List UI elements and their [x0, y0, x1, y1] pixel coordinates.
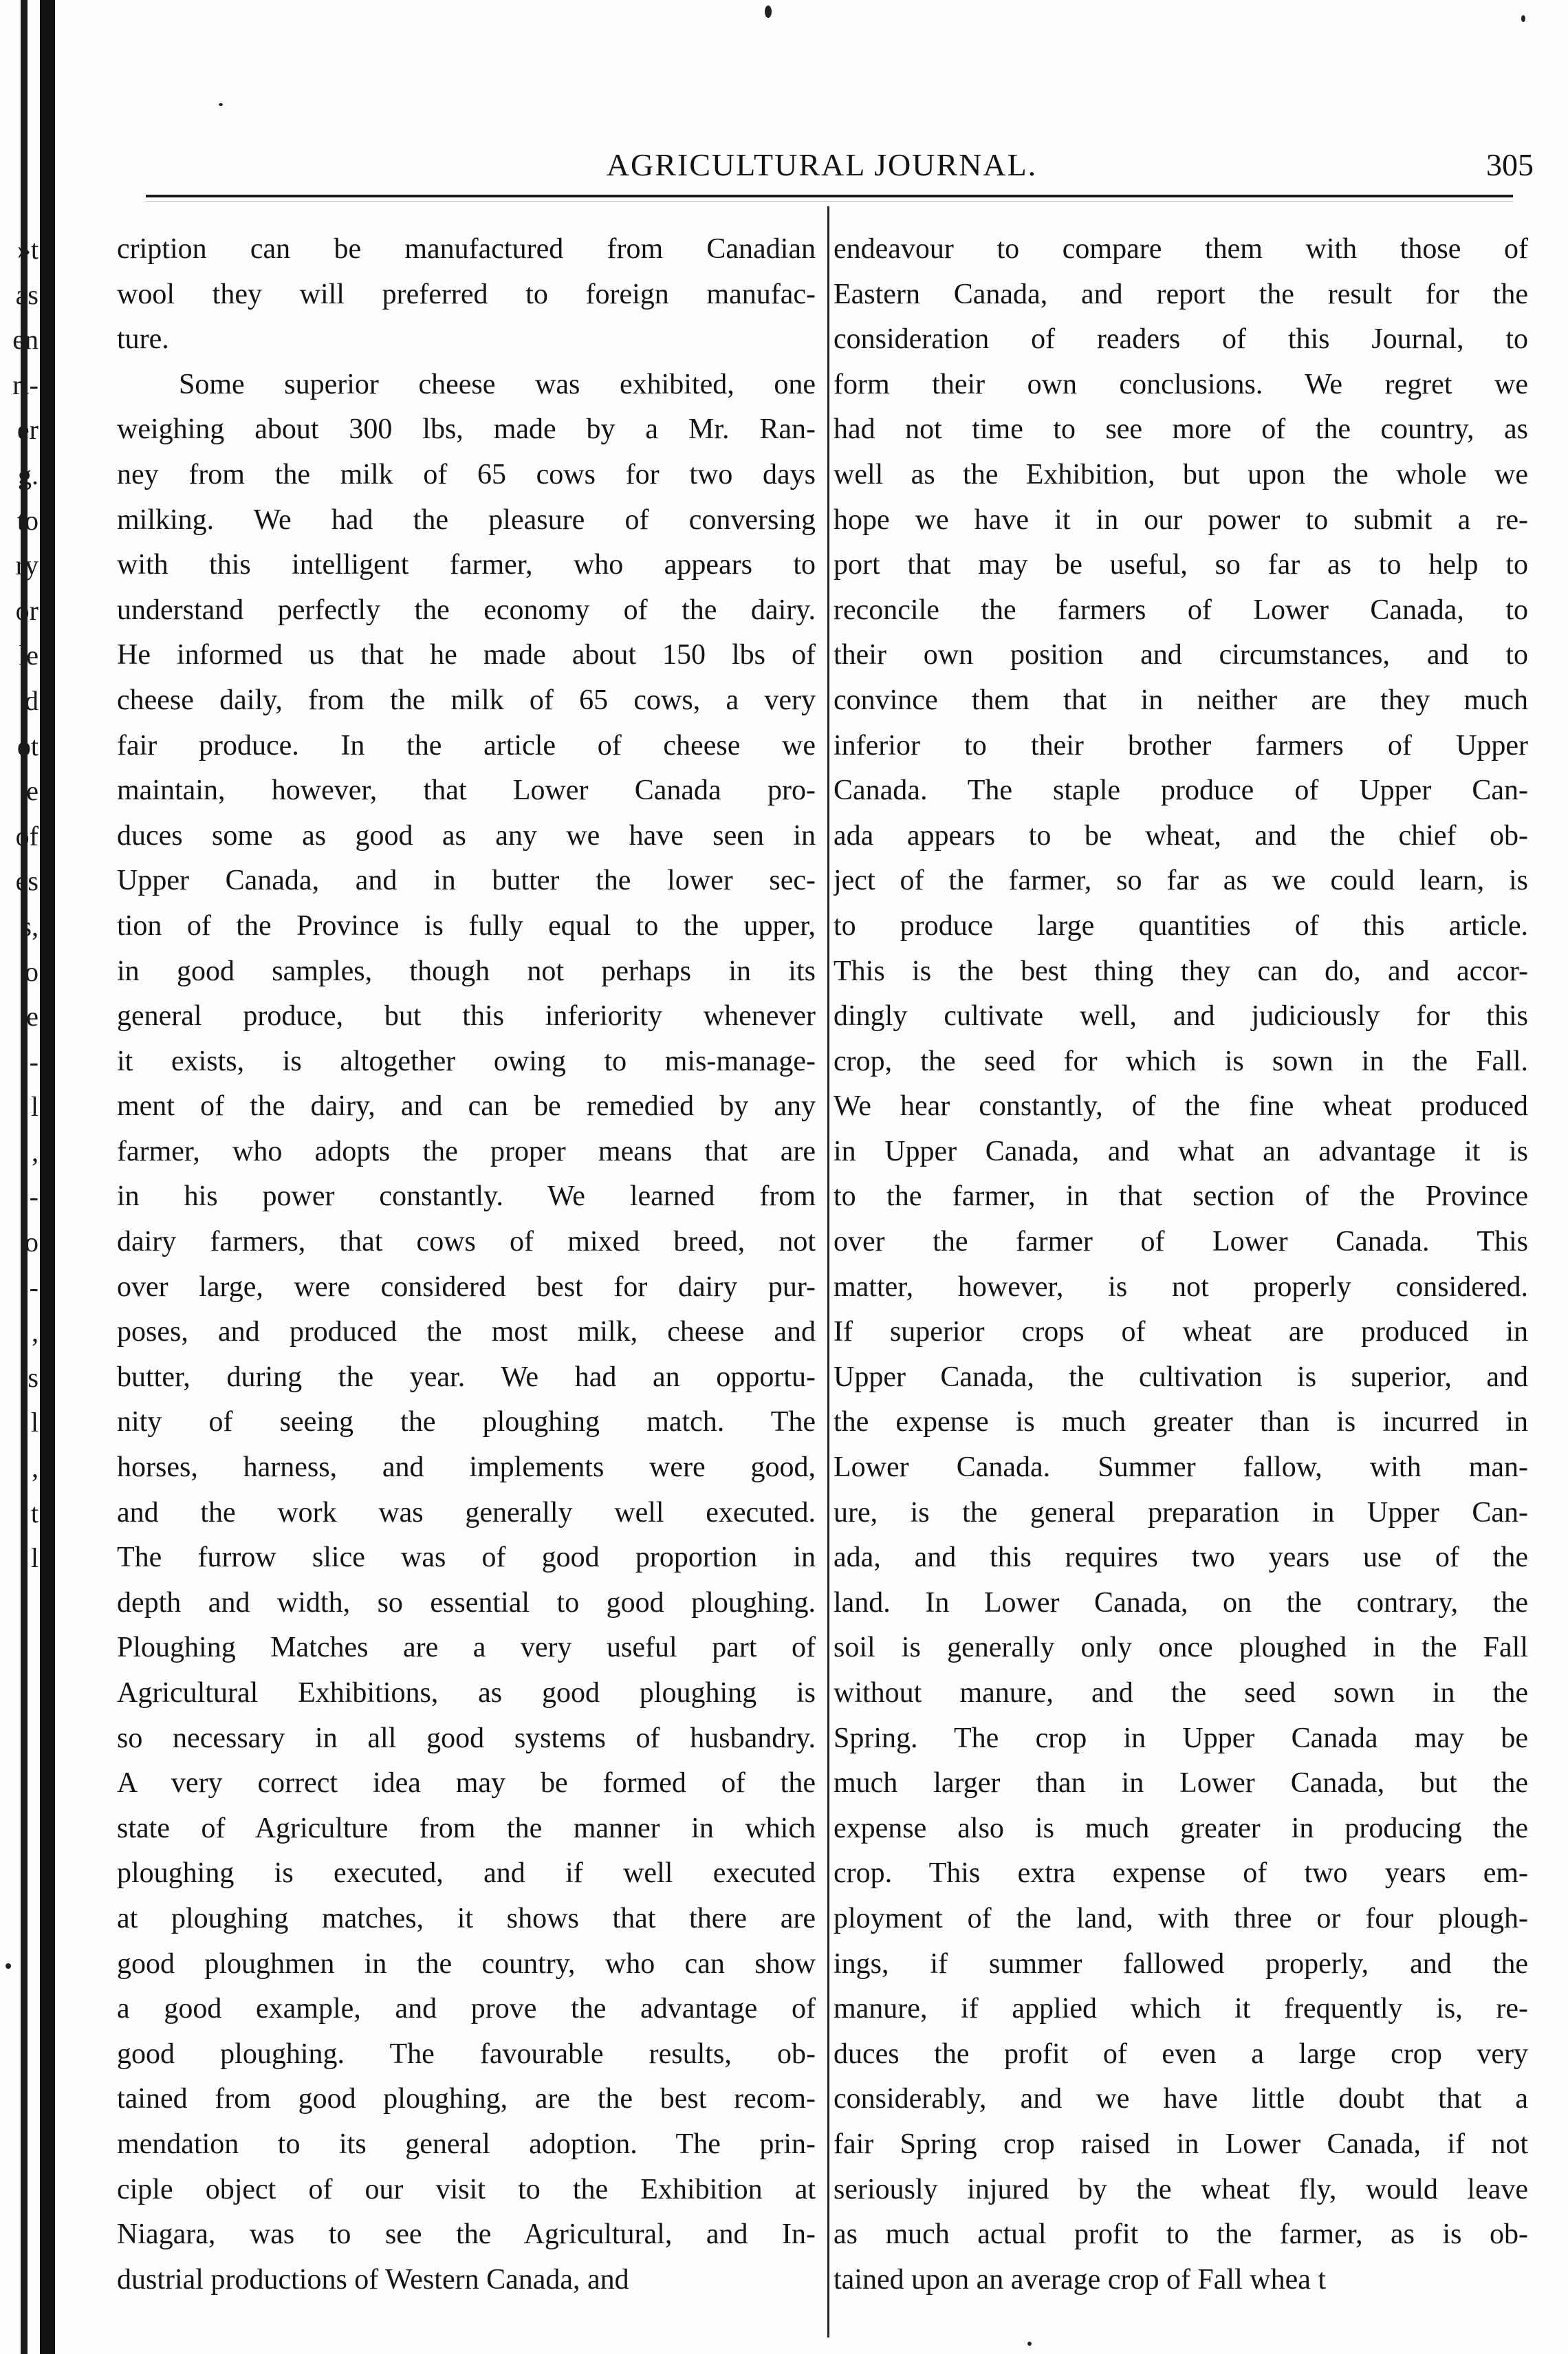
text-line: so necessary in all good systems of husbandry.	[117, 1722, 816, 1754]
text-line: with this intelligent farmer, who appears to	[117, 549, 816, 581]
bleed-fragment: s	[28, 1361, 39, 1393]
text-line: He informed us that he made about 150 lbs of	[117, 639, 816, 671]
text-line: Ploughing Matches are a very useful part of	[117, 1632, 816, 1664]
text-line: it exists, is altogether owing to mis-manage-	[117, 1045, 816, 1077]
text-line: dairy farmers, that cows of mixed breed, not	[117, 1226, 816, 1258]
text-line: a good example, and prove the advantage of	[117, 1993, 816, 2025]
bleed-mark	[6, 1963, 11, 1969]
bleed-fragment: or	[15, 594, 39, 626]
text-line: Upper Canada, and in butter the lower sec-	[117, 865, 816, 897]
bleed-fragment: -	[29, 1181, 39, 1213]
text-line: hope we have it in our power to submit a re-	[834, 504, 1528, 536]
text-line: cheese daily, from the milk of 65 cows, a very	[117, 684, 816, 716]
bleed-fragment: o	[25, 1227, 39, 1258]
text-line: understand perfectly the economy of the dairy.	[117, 594, 816, 626]
bleed-fragment: -	[29, 1271, 39, 1303]
text-line: in his power constantly. We learned from	[117, 1180, 816, 1213]
text-line: without manure, and the seed sown in the	[834, 1677, 1528, 1709]
bleed-fragment: -	[29, 1046, 39, 1077]
text-line: maintain, however, that Lower Canada pro-	[117, 775, 816, 807]
text-line: in good samples, though not perhaps in its	[117, 955, 816, 987]
text-line: reconcile the farmers of Lower Canada, to	[834, 594, 1528, 626]
text-line: Canada. The staple produce of Upper Can-	[834, 775, 1528, 807]
text-line: Lower Canada. Summer fallow, with man-	[834, 1451, 1528, 1484]
text-line: good ploughmen in the country, who can show	[117, 1947, 816, 1980]
text-line: soil is generally only once ploughed in the Fall	[834, 1632, 1528, 1664]
bleed-fragment: ry	[15, 550, 39, 581]
text-line: Agricultural Exhibitions, as good ploughing is	[117, 1677, 816, 1709]
text-line: ure, is the general preparation in Upper Can-	[834, 1496, 1528, 1529]
bleed-fragment: en	[12, 324, 39, 356]
text-line: general produce, but this inferiority whenever	[117, 1000, 816, 1033]
text-line: ject of the farmer, so far as we could learn, is	[834, 865, 1528, 897]
text-line: ploughing is executed, and if well executed	[117, 1857, 816, 1890]
bleed-fragment: ri-	[12, 369, 39, 400]
bleed-fragment: ,	[32, 1317, 39, 1348]
bleed-fragment: ,	[32, 1452, 39, 1484]
text-line: consideration of readers of this Journal, to	[834, 323, 1528, 356]
text-line: ings, if summer fallowed properly, and the	[834, 1947, 1528, 1980]
text-line: endeavour to compare them with those of	[834, 233, 1528, 265]
left-column	[117, 227, 816, 2302]
bleed-fragment: ot	[17, 730, 39, 762]
bleed-fragment: es	[15, 865, 39, 897]
bleed-fragment: t	[30, 1497, 39, 1529]
text-line: ney from the milk of 65 cows for two days	[117, 458, 816, 490]
text-line: poses, and produced the most milk, cheese and	[117, 1316, 816, 1348]
bleed-fragment: l	[30, 1542, 39, 1574]
text-line: ment of the dairy, and can be remedied by any	[117, 1090, 816, 1123]
text-line: considerably, and we have little doubt that a	[834, 2083, 1528, 2115]
text-line: over large, were considered best for dairy pur-	[117, 1271, 816, 1303]
bleed-fragment: of	[15, 820, 39, 852]
text-line: duces the profit of even a large crop very	[834, 2038, 1528, 2070]
running-head: AGRICULTURAL JOURNAL.	[606, 147, 1038, 182]
text-line: weighing about 300 lbs, made by a Mr. Ran-	[117, 413, 816, 446]
bleed-fragment: ,	[32, 1136, 39, 1167]
bleed-fragment: l	[30, 1407, 39, 1438]
page-header	[103, 144, 1540, 193]
facing-page-bleed-through	[0, 227, 39, 1581]
bleed-fragment: g.	[18, 459, 39, 490]
bleed-fragment: d	[25, 684, 39, 716]
text-line: manure, if applied which it frequently is, re-	[834, 1993, 1528, 2025]
text-line: dingly cultivate well, and judiciously for this	[834, 1000, 1528, 1033]
text-line: ada appears to be wheat, and the chief ob-	[834, 819, 1528, 852]
text-line: cription can be manufactured from Canadian	[117, 233, 816, 265]
text-line: Eastern Canada, and report the result for the	[834, 278, 1528, 310]
text-line: their own position and circumstances, and to	[834, 639, 1528, 671]
bleed-fragment: as	[15, 279, 39, 310]
text-line: well as the Exhibition, but upon the whole we	[834, 458, 1528, 490]
text-line: nity of seeing the ploughing match. The	[117, 1406, 816, 1438]
text-line: Some superior cheese was exhibited, one	[179, 368, 816, 400]
page-number: 305	[1486, 147, 1534, 182]
text-line: Spring. The crop in Upper Canada may be	[834, 1722, 1528, 1754]
text-line: Niagara, was to see the Agricultural, and In-	[117, 2218, 816, 2251]
text-line: A very correct idea may be formed of the	[117, 1767, 816, 1800]
bleed-fragment: »t	[17, 234, 39, 265]
text-line: tained upon an average crop of Fall whea t	[834, 2263, 1327, 2296]
bleed-fragment: o	[25, 955, 39, 987]
text-line: crop. This extra expense of two years em-	[834, 1857, 1528, 1890]
text-line: The furrow slice was of good proportion in	[117, 1542, 816, 1574]
right-column	[834, 227, 1528, 2302]
bleed-fragment: l	[30, 1091, 39, 1123]
text-line: the expense is much greater than is incurred in	[834, 1406, 1528, 1438]
text-line: seriously injured by the wheat fly, would leave	[834, 2173, 1528, 2205]
text-line: ada, and this requires two years use of the	[834, 1542, 1528, 1574]
text-line: port that may be useful, so far as to help to	[834, 549, 1528, 581]
ink-speck	[1521, 15, 1525, 22]
ink-speck	[219, 103, 223, 106]
ink-speck	[1027, 2342, 1032, 2346]
text-line: much larger than in Lower Canada, but the	[834, 1767, 1528, 1800]
text-line: to produce large quantities of this article.	[834, 909, 1528, 942]
text-line: inferior to their brother farmers of Upper	[834, 729, 1528, 762]
text-line: expense also is much greater in producing the	[834, 1812, 1528, 1844]
bleed-fragment: to	[17, 504, 39, 536]
text-line: land. In Lower Canada, on the contrary, the	[834, 1586, 1528, 1619]
text-line: duces some as good as any we have seen in	[117, 819, 816, 852]
text-line: depth and width, so essential to good ploughing.	[117, 1586, 816, 1619]
text-line: butter, during the year. We had an opportu-	[117, 1361, 816, 1393]
text-line: horses, harness, and implements were good,	[117, 1451, 816, 1484]
text-line: state of Agriculture from the manner in which	[117, 1812, 816, 1844]
text-line: form their own conclusions. We regret we	[834, 368, 1528, 400]
text-line: had not time to see more of the country, as	[834, 413, 1528, 446]
text-line: in Upper Canada, and what an advantage it is	[834, 1135, 1528, 1167]
header-rule	[146, 195, 1513, 197]
text-line: We hear constantly, of the fine wheat produced	[834, 1090, 1528, 1123]
text-line: convince them that in neither are they much	[834, 684, 1528, 716]
header-rule-shadow	[146, 201, 1513, 202]
ink-speck	[765, 6, 772, 18]
text-line: tained from good ploughing, are the best recom-	[117, 2083, 816, 2115]
bleed-fragment: s,	[21, 910, 39, 942]
text-line: ciple object of our visit to the Exhibition at	[117, 2173, 816, 2205]
text-line: farmer, who adopts the proper means that are	[117, 1135, 816, 1167]
text-line: tion of the Province is fully equal to the upper,	[117, 909, 816, 942]
text-line: crop, the seed for which is sown in the Fall.	[834, 1045, 1528, 1077]
bleed-fragment: e	[26, 775, 39, 807]
text-line: fair Spring crop raised in Lower Canada, if not	[834, 2128, 1528, 2160]
text-line: and the work was generally well executed.	[117, 1496, 816, 1529]
text-line: If superior crops of wheat are produced in	[834, 1316, 1528, 1348]
text-line: at ploughing matches, it shows that there are	[117, 1902, 816, 1934]
text-line: wool they will preferred to foreign manufac-	[117, 278, 816, 310]
bleed-fragment: er	[17, 414, 39, 446]
text-line: dustrial productions of Western Canada, and	[117, 2263, 629, 2296]
text-line: matter, however, is not properly considered.	[834, 1271, 1528, 1303]
column-divider	[827, 206, 829, 2337]
text-line: good ploughing. The favourable results, ob-	[117, 2038, 816, 2070]
text-line: over the farmer of Lower Canada. This	[834, 1226, 1528, 1258]
text-line: milking. We had the pleasure of conversing	[117, 504, 816, 536]
binding-gutter	[40, 0, 55, 2354]
text-line: fair produce. In the article of cheese we	[117, 729, 816, 762]
text-line: Upper Canada, the cultivation is superior, and	[834, 1361, 1528, 1393]
text-line: mendation to its general adoption. The prin-	[117, 2128, 816, 2160]
bleed-fragment: e	[26, 1001, 39, 1033]
text-line: This is the best thing they can do, and accor-	[834, 955, 1528, 987]
text-line: ployment of the land, with three or four plough-	[834, 1902, 1528, 1934]
bleed-fragment: le	[19, 640, 39, 671]
text-line: to the farmer, in that section of the Province	[834, 1180, 1528, 1213]
text-line: ture.	[117, 323, 169, 356]
text-line: as much actual profit to the farmer, as is ob-	[834, 2218, 1528, 2251]
